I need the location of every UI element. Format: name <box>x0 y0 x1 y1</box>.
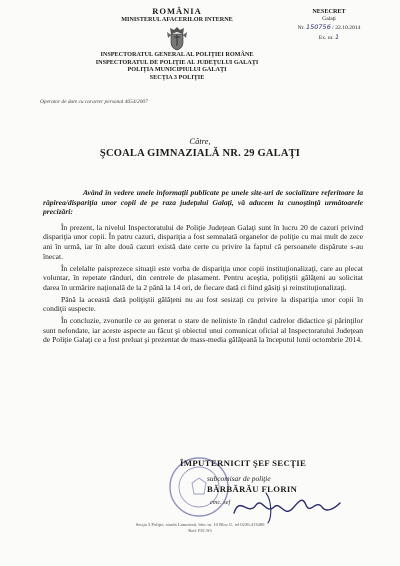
coat-of-arms-icon <box>166 25 188 51</box>
institution-line: INSPECTORATUL GENERAL AL POLIŢIEI ROMÂNE <box>100 51 254 58</box>
registration-number <box>284 23 374 33</box>
country-name: ROMÂNIA <box>152 6 202 16</box>
footer <box>0 522 400 535</box>
handwritten-signature <box>226 487 346 527</box>
institution-line: INSPECTORATUL DE POLIŢIE AL JUDEŢULUI GALAŢI <box>95 58 259 66</box>
nr-value: 150756 <box>306 23 331 31</box>
letterhead <box>92 6 262 81</box>
intro-paragraph: Având în vedere unele informaţii publicate pe unele site-uri de socializare referitoare la răpirea/dispariţia unor copii de pe raza judeţului Galaţi, vă aducem la cunoştinţă următoarele precizări: <box>43 188 363 217</box>
exemplar-number <box>284 33 374 43</box>
ex-value: 1 <box>335 33 340 41</box>
ex-label: Ex. nr. <box>318 35 334 41</box>
institution-line: POLIŢIA MUNICIPIULUI GALAŢI <box>127 66 227 74</box>
letter-body <box>43 188 363 347</box>
recipient-prefix: Către, <box>189 136 211 146</box>
signatory-name: BĂRBĂRĂU FLORIN <box>207 484 298 494</box>
body-paragraph: Până la această dată poliţiştii gălăţeni nu au fost sesizaţi cu privire la dispariţia unor copii în condiţii suspecte. <box>43 294 363 314</box>
nr-label: Nr. <box>297 25 305 31</box>
ministry-name: MINISTERUL AFACERILOR INTERNE <box>121 16 233 23</box>
classification-status: NESECRET <box>312 8 346 15</box>
city-label: Galaţi <box>322 16 336 22</box>
signatory-title: ÎMPUTERNICIT ŞEF SECŢIE <box>180 458 307 468</box>
classification-block <box>284 8 374 43</box>
signatory-rank: subcomisar de poliţie <box>207 474 271 483</box>
footer-line: Secţia 3 Poliţie, strada Lamotesti, bloc nr. 10 Bloc U, tel 0236.413400 <box>135 522 265 527</box>
body-paragraph: În celelalte paisprezece situaţii este vorba de dispariţia unor copii instituţionalizaţi, care au plecat voluntar, în repetate rânduri, din centrele de plasament. Pentru aceştia, poliţiştii gălăţeni au solicitat darea în urmărire naţională de la 2 până la 14 ori, de fiecare dată ci fiind găsiţi şi reinstituţionalizaţi. <box>43 263 363 292</box>
recipient-name: ŞCOALA GIMNAZIALĂ NR. 29 GALAŢI <box>99 148 301 159</box>
body-paragraph: În prezent, la nivelul Inspectoratului de Poliţie Judeţean Galaţi sunt în lucru 20 de cazuri privind dispariţia unor copii. În patru cazuri, dispariţia a fost semnalată organelor de poliţie cu mai mult de zece ani în urmă, iar în alte două cazuri există date certe cu privire la faptul că persoanele dispărute s-au înecat. <box>43 222 363 261</box>
footer-line: Red. P.D./S3 <box>188 528 212 534</box>
institution-line: SECŢIA 3 POLIŢIE <box>149 73 205 81</box>
body-paragraph: În concluzie, zvonurile ce au generat o stare de neliniste în rândul cadrelor didactice şi părinţilor sunt nefondate, iar aceste aspecte au făcut şi obiectul unui comunicat oficial al Inspectoratului Judeţean de Poliţie Galaţi ce a fost preluat şi prezentat de mass-media gălăţeană la începutul lunii octombrie 2014. <box>43 316 363 345</box>
doc-date: / 22.10.2014 <box>332 25 361 31</box>
signatory-code: cmc. sef <box>210 499 231 506</box>
operator-note: Operator de date cu caracter personal 4654/2007 <box>40 99 148 105</box>
